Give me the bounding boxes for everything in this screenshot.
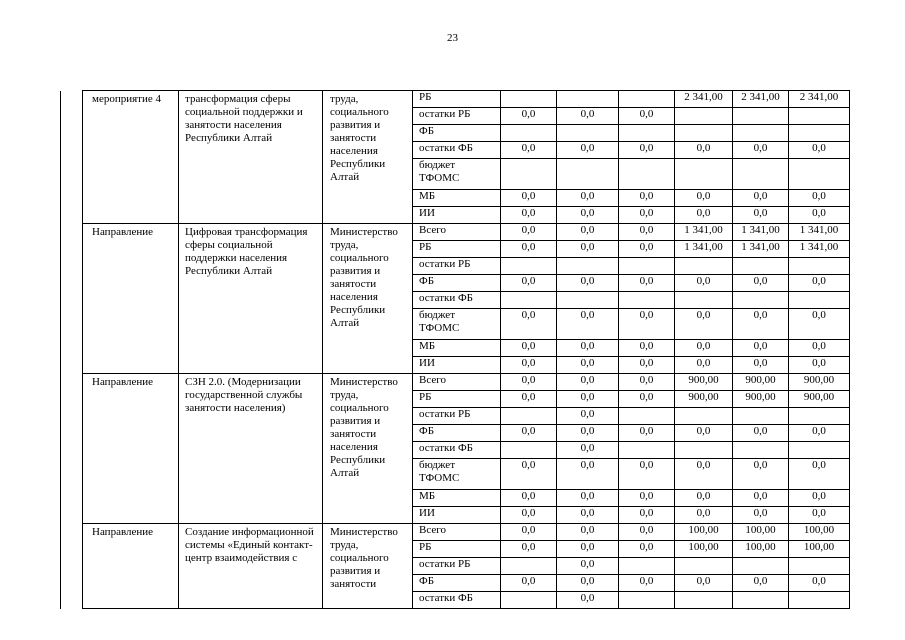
value-cell: 0,0: [733, 142, 789, 159]
value-cell: 0,0: [619, 357, 675, 374]
value-cell: 0,0: [675, 340, 733, 357]
value-cell: [501, 408, 557, 425]
value-cell: 0,0: [501, 391, 557, 408]
value-cell: 0,0: [733, 425, 789, 442]
value-cell: 0,0: [789, 425, 850, 442]
value-cell: 0,0: [557, 207, 619, 224]
value-cell: 900,00: [789, 391, 850, 408]
index-cell: [61, 91, 83, 224]
value-cell: [619, 408, 675, 425]
executor-cell: Министерство труда, социального развития и занятости населения Республики Алтай: [323, 224, 413, 374]
value-cell: 0,0: [733, 207, 789, 224]
value-cell: 1 341,00: [789, 224, 850, 241]
value-cell: [789, 292, 850, 309]
value-cell: 0,0: [557, 357, 619, 374]
value-cell: 0,0: [619, 541, 675, 558]
value-cell: [619, 592, 675, 609]
value-cell: 0,0: [557, 507, 619, 524]
value-cell: [675, 125, 733, 142]
funding-source-cell: остатки РБ: [413, 558, 501, 575]
value-cell: 0,0: [675, 142, 733, 159]
value-cell: 100,00: [675, 541, 733, 558]
value-cell: 0,0: [501, 575, 557, 592]
value-cell: [557, 258, 619, 275]
value-cell: 0,0: [501, 207, 557, 224]
value-cell: 100,00: [733, 524, 789, 541]
executor-cell: Министерство труда, социального развития и занятости населения Республики Алтай: [323, 374, 413, 524]
value-cell: 0,0: [733, 340, 789, 357]
funding-source-cell: РБ: [413, 241, 501, 258]
value-cell: 0,0: [675, 190, 733, 207]
value-cell: [789, 159, 850, 190]
value-cell: 0,0: [619, 142, 675, 159]
value-cell: [619, 258, 675, 275]
funding-source-cell: Всего: [413, 524, 501, 541]
funding-source-cell: РБ: [413, 391, 501, 408]
funding-source-cell: МБ: [413, 190, 501, 207]
funding-source-cell: остатки РБ: [413, 408, 501, 425]
value-cell: 0,0: [557, 541, 619, 558]
value-cell: 100,00: [733, 541, 789, 558]
row-type-cell: мероприятие 4: [83, 91, 179, 224]
value-cell: 0,0: [619, 340, 675, 357]
value-cell: 900,00: [789, 374, 850, 391]
value-cell: 1 341,00: [733, 224, 789, 241]
value-cell: 0,0: [557, 524, 619, 541]
value-cell: [733, 159, 789, 190]
value-cell: 0,0: [557, 408, 619, 425]
value-cell: 0,0: [789, 357, 850, 374]
value-cell: [557, 292, 619, 309]
index-cell: [61, 524, 83, 609]
value-cell: [733, 408, 789, 425]
index-cell: [61, 224, 83, 374]
funding-source-cell: ФБ: [413, 425, 501, 442]
value-cell: 0,0: [619, 309, 675, 340]
value-cell: [789, 558, 850, 575]
value-cell: 0,0: [501, 108, 557, 125]
value-cell: 0,0: [557, 108, 619, 125]
value-cell: [675, 558, 733, 575]
value-cell: 0,0: [675, 575, 733, 592]
value-cell: 0,0: [619, 108, 675, 125]
budget-table: [60, 90, 850, 609]
value-cell: 0,0: [557, 558, 619, 575]
value-cell: 0,0: [733, 275, 789, 292]
funding-source-cell: ИИ: [413, 507, 501, 524]
value-cell: 0,0: [557, 309, 619, 340]
row-name-cell: Создание информационной системы «Единый контакт-центр взаимодействия с: [179, 524, 323, 609]
value-cell: [675, 108, 733, 125]
value-cell: 0,0: [789, 340, 850, 357]
value-cell: [501, 558, 557, 575]
value-cell: 0,0: [619, 391, 675, 408]
funding-source-cell: остатки РБ: [413, 108, 501, 125]
value-cell: [501, 592, 557, 609]
funding-source-cell: ИИ: [413, 357, 501, 374]
value-cell: 0,0: [789, 190, 850, 207]
value-cell: 100,00: [789, 524, 850, 541]
value-cell: 0,0: [619, 224, 675, 241]
value-cell: 0,0: [675, 275, 733, 292]
value-cell: 100,00: [789, 541, 850, 558]
value-cell: 0,0: [789, 207, 850, 224]
funding-source-cell: ФБ: [413, 575, 501, 592]
value-cell: 0,0: [619, 207, 675, 224]
value-cell: 0,0: [789, 490, 850, 507]
value-cell: 0,0: [557, 490, 619, 507]
value-cell: 0,0: [789, 275, 850, 292]
value-cell: [619, 91, 675, 108]
value-cell: 0,0: [619, 374, 675, 391]
funding-source-cell: МБ: [413, 490, 501, 507]
value-cell: 0,0: [501, 275, 557, 292]
value-cell: 900,00: [675, 374, 733, 391]
value-cell: 0,0: [675, 425, 733, 442]
value-cell: 0,0: [789, 309, 850, 340]
page-number: 23: [447, 32, 458, 44]
value-cell: 0,0: [675, 357, 733, 374]
value-cell: 2 341,00: [733, 91, 789, 108]
table-row: [61, 224, 850, 241]
value-cell: 2 341,00: [675, 91, 733, 108]
value-cell: 0,0: [501, 374, 557, 391]
value-cell: 0,0: [733, 309, 789, 340]
value-cell: [733, 258, 789, 275]
table-row: [61, 374, 850, 391]
value-cell: 0,0: [733, 459, 789, 490]
value-cell: [501, 159, 557, 190]
value-cell: [733, 108, 789, 125]
value-cell: [501, 442, 557, 459]
executor-cell: Министерство труда, социального развития и занятости: [323, 524, 413, 609]
row-name-cell: СЗН 2.0. (Модернизации государственной службы занятости населения): [179, 374, 323, 524]
value-cell: 0,0: [619, 275, 675, 292]
value-cell: 0,0: [557, 425, 619, 442]
value-cell: 0,0: [789, 507, 850, 524]
funding-source-cell: остатки ФБ: [413, 292, 501, 309]
value-cell: 900,00: [733, 374, 789, 391]
value-cell: 0,0: [557, 374, 619, 391]
value-cell: 0,0: [501, 309, 557, 340]
value-cell: 0,0: [501, 142, 557, 159]
value-cell: [789, 592, 850, 609]
value-cell: [675, 442, 733, 459]
value-cell: 0,0: [675, 507, 733, 524]
value-cell: 0,0: [501, 490, 557, 507]
value-cell: 0,0: [501, 190, 557, 207]
value-cell: 0,0: [501, 541, 557, 558]
value-cell: 900,00: [733, 391, 789, 408]
value-cell: 0,0: [619, 459, 675, 490]
value-cell: [733, 292, 789, 309]
row-type-cell: Направление: [83, 524, 179, 609]
value-cell: 0,0: [789, 575, 850, 592]
value-cell: 0,0: [501, 224, 557, 241]
value-cell: 0,0: [675, 207, 733, 224]
table-row: [61, 524, 850, 541]
funding-source-cell: остатки ФБ: [413, 592, 501, 609]
value-cell: 0,0: [557, 459, 619, 490]
funding-source-cell: остатки ФБ: [413, 442, 501, 459]
value-cell: 0,0: [501, 357, 557, 374]
value-cell: 0,0: [501, 425, 557, 442]
value-cell: [501, 292, 557, 309]
value-cell: 2 341,00: [789, 91, 850, 108]
value-cell: 0,0: [619, 575, 675, 592]
value-cell: 0,0: [557, 190, 619, 207]
value-cell: 1 341,00: [675, 224, 733, 241]
value-cell: [501, 258, 557, 275]
value-cell: [675, 408, 733, 425]
value-cell: 0,0: [501, 340, 557, 357]
value-cell: 0,0: [733, 575, 789, 592]
value-cell: 0,0: [557, 575, 619, 592]
value-cell: [557, 125, 619, 142]
value-cell: 0,0: [619, 425, 675, 442]
value-cell: [675, 159, 733, 190]
value-cell: [733, 592, 789, 609]
value-cell: [557, 91, 619, 108]
value-cell: 0,0: [733, 507, 789, 524]
value-cell: [733, 558, 789, 575]
row-name-cell: трансформация сферы социальной поддержки и занятости населения Республики Алтай: [179, 91, 323, 224]
value-cell: [789, 442, 850, 459]
value-cell: 0,0: [557, 592, 619, 609]
value-cell: [619, 292, 675, 309]
value-cell: 0,0: [557, 340, 619, 357]
value-cell: 0,0: [557, 275, 619, 292]
value-cell: 0,0: [501, 459, 557, 490]
value-cell: 0,0: [557, 224, 619, 241]
funding-source-cell: ФБ: [413, 125, 501, 142]
funding-source-cell: Всего: [413, 374, 501, 391]
value-cell: [619, 159, 675, 190]
value-cell: 0,0: [619, 190, 675, 207]
value-cell: 0,0: [619, 241, 675, 258]
index-cell: [61, 374, 83, 524]
value-cell: [733, 442, 789, 459]
value-cell: 0,0: [733, 357, 789, 374]
funding-source-cell: МБ: [413, 340, 501, 357]
value-cell: [789, 108, 850, 125]
executor-cell: труда, социального развития и занятости населения Республики Алтай: [323, 91, 413, 224]
value-cell: [501, 125, 557, 142]
value-cell: [789, 258, 850, 275]
value-cell: [675, 592, 733, 609]
value-cell: 0,0: [733, 490, 789, 507]
value-cell: 1 341,00: [733, 241, 789, 258]
value-cell: 0,0: [675, 459, 733, 490]
value-cell: [675, 292, 733, 309]
value-cell: [675, 258, 733, 275]
value-cell: 0,0: [501, 507, 557, 524]
row-name-cell: Цифровая трансформация сферы социальной поддержки населения Республики Алтай: [179, 224, 323, 374]
value-cell: 0,0: [619, 524, 675, 541]
funding-source-cell: РБ: [413, 541, 501, 558]
funding-source-cell: остатки ФБ: [413, 142, 501, 159]
funding-source-cell: ИИ: [413, 207, 501, 224]
value-cell: 1 341,00: [789, 241, 850, 258]
value-cell: 0,0: [789, 459, 850, 490]
funding-source-cell: бюджет ТФОМС: [413, 159, 501, 190]
value-cell: 0,0: [619, 490, 675, 507]
value-cell: [619, 125, 675, 142]
value-cell: 900,00: [675, 391, 733, 408]
funding-source-cell: РБ: [413, 91, 501, 108]
value-cell: 0,0: [557, 241, 619, 258]
funding-source-cell: Всего: [413, 224, 501, 241]
table-row: [61, 91, 850, 108]
value-cell: [501, 91, 557, 108]
row-type-cell: Направление: [83, 374, 179, 524]
value-cell: 0,0: [619, 507, 675, 524]
value-cell: 0,0: [675, 490, 733, 507]
funding-source-cell: ФБ: [413, 275, 501, 292]
value-cell: 0,0: [789, 142, 850, 159]
value-cell: [789, 408, 850, 425]
value-cell: 0,0: [557, 391, 619, 408]
value-cell: [789, 125, 850, 142]
value-cell: 0,0: [675, 309, 733, 340]
funding-source-cell: бюджет ТФОМС: [413, 309, 501, 340]
value-cell: 0,0: [501, 524, 557, 541]
funding-source-cell: бюджет ТФОМС: [413, 459, 501, 490]
value-cell: [619, 558, 675, 575]
budget-table-body: [61, 91, 850, 609]
value-cell: [557, 159, 619, 190]
value-cell: 1 341,00: [675, 241, 733, 258]
value-cell: 100,00: [675, 524, 733, 541]
row-type-cell: Направление: [83, 224, 179, 374]
value-cell: [733, 125, 789, 142]
value-cell: 0,0: [733, 190, 789, 207]
value-cell: 0,0: [557, 442, 619, 459]
value-cell: 0,0: [557, 142, 619, 159]
funding-source-cell: остатки РБ: [413, 258, 501, 275]
value-cell: 0,0: [501, 241, 557, 258]
value-cell: [619, 442, 675, 459]
